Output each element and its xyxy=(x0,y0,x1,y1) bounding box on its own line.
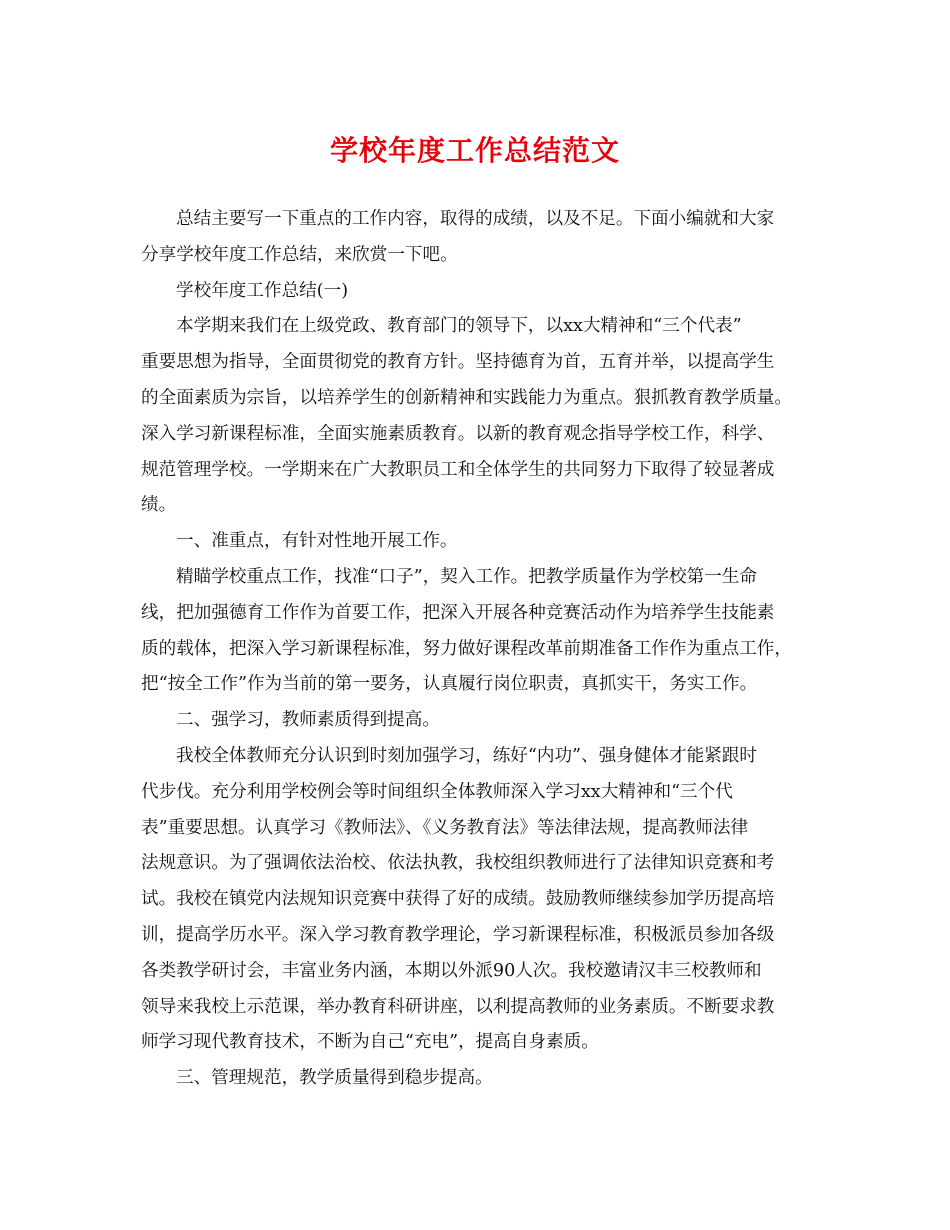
body-line: 总结主要写一下重点的工作内容，取得的成绩，以及不足。下面小编就和大家 xyxy=(176,209,775,229)
body-line: 深入学习新课程标准，全面实施素质教育。以新的教育观念指导学校工作，科学、 xyxy=(141,423,775,444)
body-line: 线，把加强德育工作作为首要工作，把深入开展各种竞赛活动作为培养学生技能素 xyxy=(141,602,775,623)
body-line: 师学习现代教育技术，不断为自己“充电”，提高自身素质。 xyxy=(141,1032,599,1053)
body-line: 法规意识。为了强调依法治校、依法执教，我校组织教师进行了法律知识竞赛和考 xyxy=(141,853,775,874)
body-line: 的全面素质为宗旨，以培养学生的创新精神和实践能力为重点。狠抓教育教学质量。 xyxy=(141,387,792,408)
body-line: 二、强学习，教师素质得到提高。 xyxy=(176,710,440,731)
body-line: 代步伐。充分利用学校例会等时间组织全体教师深入学习xx大精神和“三个代 xyxy=(141,781,733,802)
body-line: 本学期来我们在上级党政、教育部门的领导下，以xx大精神和“三个代表” xyxy=(176,316,742,337)
body-line: 重要思想为指导，全面贯彻党的教育方针。坚持德育为首，五育并举，以提高学生 xyxy=(141,352,775,373)
body-line: 各类教学研讨会，丰富业务内涵，本期以外派90人次。我校邀请汉丰三校教师和 xyxy=(141,960,762,981)
body-line: 我校全体教师充分认识到时刻加强学习，练好“内功”、强身健体才能紧跟时 xyxy=(176,745,757,766)
body-line: 学校年度工作总结(一) xyxy=(176,280,349,301)
body-line: 规范管理学校。一学期来在广大教职员工和全体学生的共同努力下取得了较显著成 xyxy=(141,459,775,480)
body-line: 试。我校在镇党内法规知识竞赛中获得了好的成绩。鼓励教师继续参加学历提高培 xyxy=(141,889,775,910)
body-line: 绩。 xyxy=(141,495,177,516)
body-line: 分享学校年度工作总结，来欣赏一下吧。 xyxy=(141,244,458,265)
body-line: 一、准重点，有针对性地开展工作。 xyxy=(176,531,458,552)
body-line: 把“按全工作”作为当前的第一要务，认真履行岗位职责，真抓实干，务实工作。 xyxy=(141,674,758,695)
document-title: 学校年度工作总结范文 xyxy=(329,134,620,167)
body-line: 训，提高学历水平。深入学习教育教学理论，学习新课程标准，积极派员参加各级 xyxy=(141,924,775,945)
body-line: 领导来我校上示范课，举办教育科研讲座，以利提高教师的业务素质。不断要求教 xyxy=(141,996,775,1017)
body-line: 三、管理规范，教学质量得到稳步提高。 xyxy=(176,1068,493,1089)
body-line: 精瞄学校重点工作，找准“口子”，契入工作。把教学质量作为学校第一生命 xyxy=(176,566,757,587)
body-line: 表”重要思想。认真学习《教师法》、《义务教育法》等法律法规，提高教师法律 xyxy=(141,817,749,838)
body-line: 质的载体，把深入学习新课程标准，努力做好课程改革前期准备工作作为重点工作， xyxy=(141,638,792,659)
document-body xyxy=(141,202,821,1097)
